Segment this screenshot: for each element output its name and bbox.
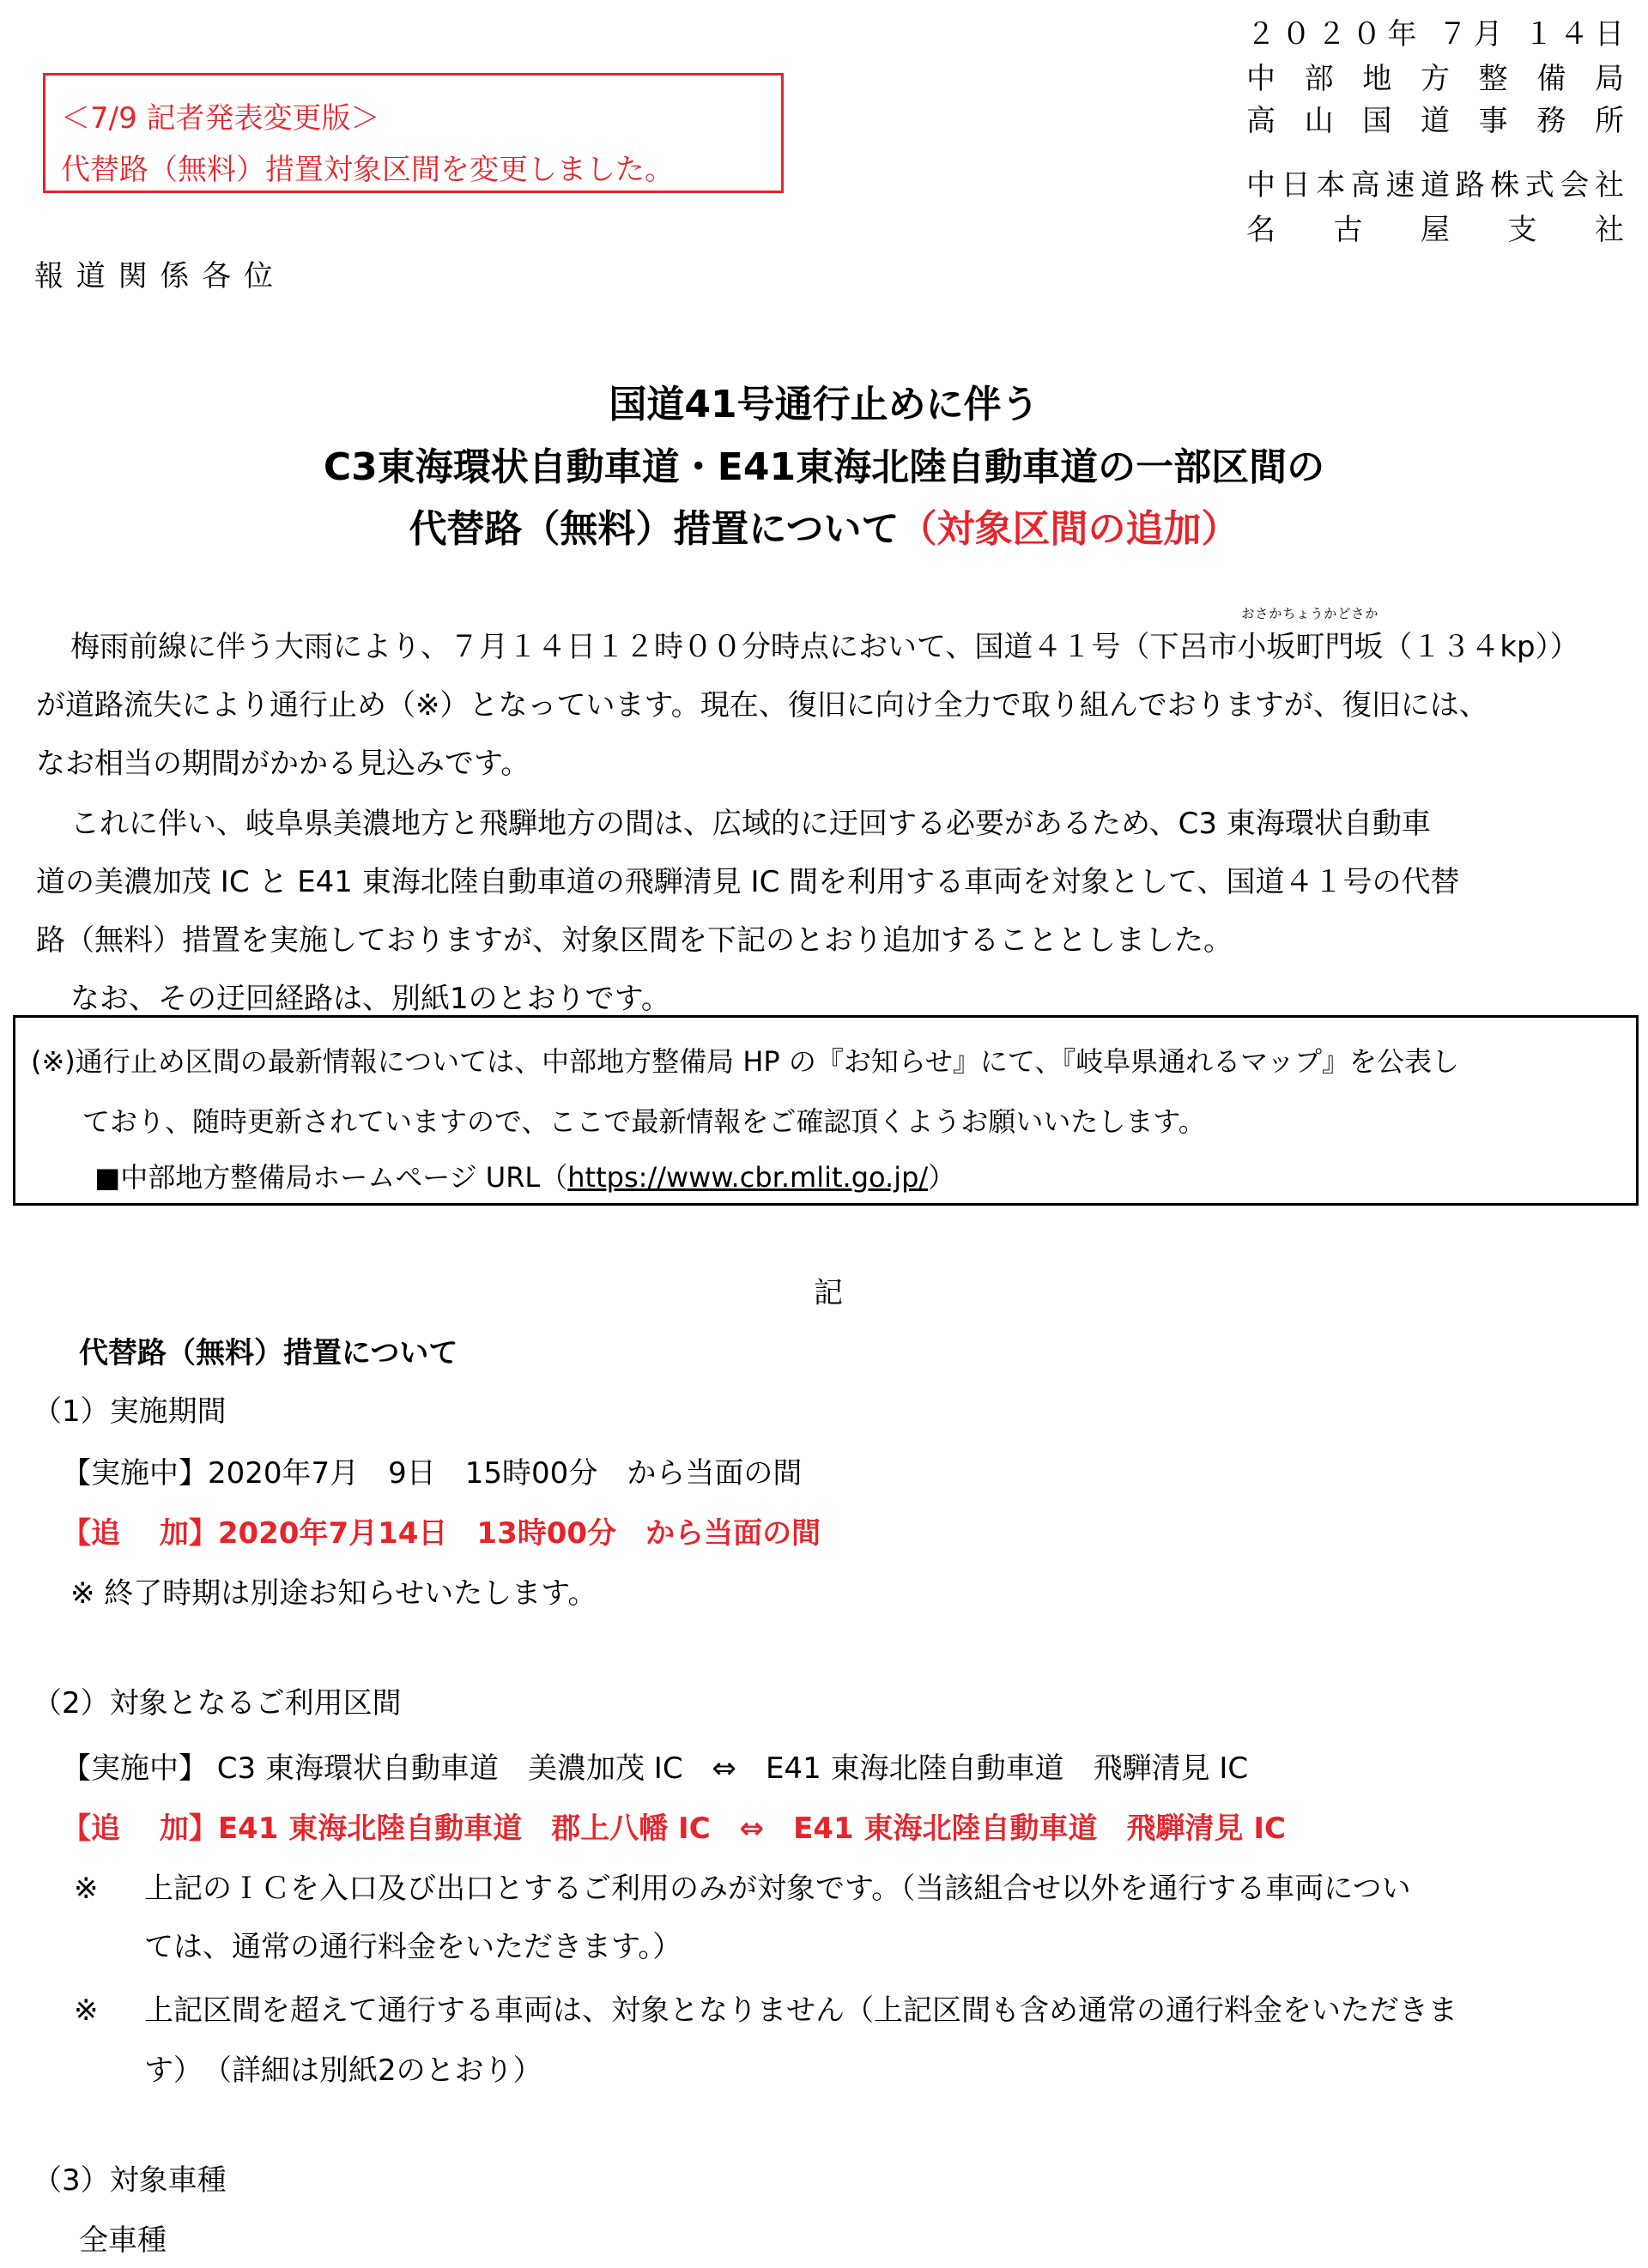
notice-line-2: 代替路（無料）措置対象区間を変更しました。	[61, 153, 674, 187]
paragraph-2-line-1: これに伴い、岐阜県美濃地方と飛騨地方の間は、広域的に迂回する必要があるため、C3 東海環状自動車	[70, 807, 1431, 841]
note-line-2: ており、随時更新されていますので、ここで最新情報をご確認頂くようお願いいたします。	[82, 1105, 1206, 1138]
place-name-ruby	[1237, 606, 1384, 665]
issuer-2-line-2: 名古屋支社	[1246, 213, 1624, 247]
notice-line-1: ＜7/9 記者発表変更版＞	[61, 101, 380, 136]
s2-note-1-line-2: ては、通常の通行料金をいただきます。）	[144, 1930, 682, 1964]
recipients: 報 道 関 係 各 位	[34, 259, 276, 293]
s2-note-2-line-1: 上記区間を超えて通行する車両は、対象となりません（上記区間も含め通常の通行料金をいただきま	[144, 1993, 1457, 2028]
note-line-3	[94, 1156, 955, 1195]
s2-added: 【追 加】E41 東海北陸自動車道 郡上八幡 IC ⇔ E41 東海北陸自動車道 飛騨清見 IC	[62, 1811, 1286, 1846]
url-close: ）	[928, 1161, 956, 1194]
cbr-website-link[interactable]: https://www.cbr.mlit.go.jp/	[567, 1161, 929, 1194]
s2-note-2-mark: ※	[74, 1993, 99, 2028]
paragraph-1-line-3: なお相当の期間がかかる見込みです。	[36, 747, 530, 781]
s1-added: 【追 加】2020年7月14日 13時00分 から当面の間	[62, 1516, 821, 1551]
paragraph-1-line-1	[70, 606, 1579, 665]
note-line-1: (※)通行止め区間の最新情報については、中部地方整備局 HP の『お知らせ』にて、『岐阜県通れるマップ』を公表し	[31, 1045, 1459, 1078]
s2-title: （2）対象となるご利用区間	[33, 1686, 402, 1721]
issuer-2-line-1: 中日本高速道路株式会社	[1246, 168, 1624, 203]
info-note-box	[13, 1015, 1639, 1206]
paragraph-3: なお、その迂回経路は、別紙1のとおりです。	[70, 982, 670, 1016]
s3-title: （3）対象車種	[33, 2163, 227, 2198]
issuer-1-line-2: 高山国道事務所	[1246, 104, 1624, 138]
s2-note-1-mark: ※	[74, 1872, 99, 1906]
change-notice-box	[43, 73, 784, 193]
place-name-reading: おさかちょうかどさか	[1241, 606, 1379, 621]
title-line-2: C3東海環状自動車道・E41東海北陸自動車道の一部区間の	[323, 445, 1325, 489]
s2-note-2-line-2: す） （詳細は別紙2のとおり）	[144, 2053, 542, 2088]
title-line-1: 国道41号通行止めに伴う	[609, 383, 1039, 426]
s2-current: 【実施中】 C3 東海環状自動車道 美濃加茂 IC ⇔ E41 東海北陸自動車道 飛騨清見 IC	[62, 1751, 1249, 1786]
s1-current: 【実施中】2020年7月 9日 15時00分 から当面の間	[62, 1456, 803, 1491]
paragraph-2-line-3: 路（無料）措置を実施しておりますが、対象区間を下記のとおり追加することとしました。	[36, 923, 1233, 958]
paragraph-1-line-2: が道路流失により通行止め（※）となっています。現在、復旧に向け全力で取り組んでおりますが、復旧には、	[36, 688, 1488, 723]
title-line-3-main: 代替路（無料）措置について	[409, 507, 900, 551]
p1-post: （１３４kp））	[1383, 630, 1579, 664]
paragraph-2-line-2: 道の美濃加茂 IC と E41 東海北陸自動車道の飛騨清見 IC 間を利用する車両を対象として、国道４１号の代替	[36, 865, 1460, 899]
title-line-3	[0, 498, 1648, 553]
ki-mark: 記	[814, 1276, 843, 1310]
section-heading: 代替路（無料）措置について	[79, 1336, 458, 1370]
s1-title: （1）実施期間	[33, 1394, 227, 1429]
s3-value: 全車種	[79, 2223, 167, 2258]
s1-note: ※ 終了時期は別途お知らせいたします。	[70, 1576, 597, 1611]
place-name: 小坂町門坂	[1237, 630, 1384, 664]
url-label: ■中部地方整備局ホームページ URL（	[94, 1161, 568, 1194]
issuer-1-line-1: 中部地方整備局	[1246, 62, 1624, 96]
s2-note-1-line-1: 上記のＩＣを入口及び出口とするご利用のみが対象です。（当該組合せ以外を通行する車両につい	[144, 1872, 1411, 1906]
issue-date: ２０２０年 ７月 １４日	[1246, 17, 1624, 51]
p1-pre: 梅雨前線に伴う大雨により、７月１４日１２時００分時点において、国道４１号（下呂市	[70, 630, 1238, 664]
title-line-3-added: （対象区間の追加）	[899, 507, 1239, 551]
